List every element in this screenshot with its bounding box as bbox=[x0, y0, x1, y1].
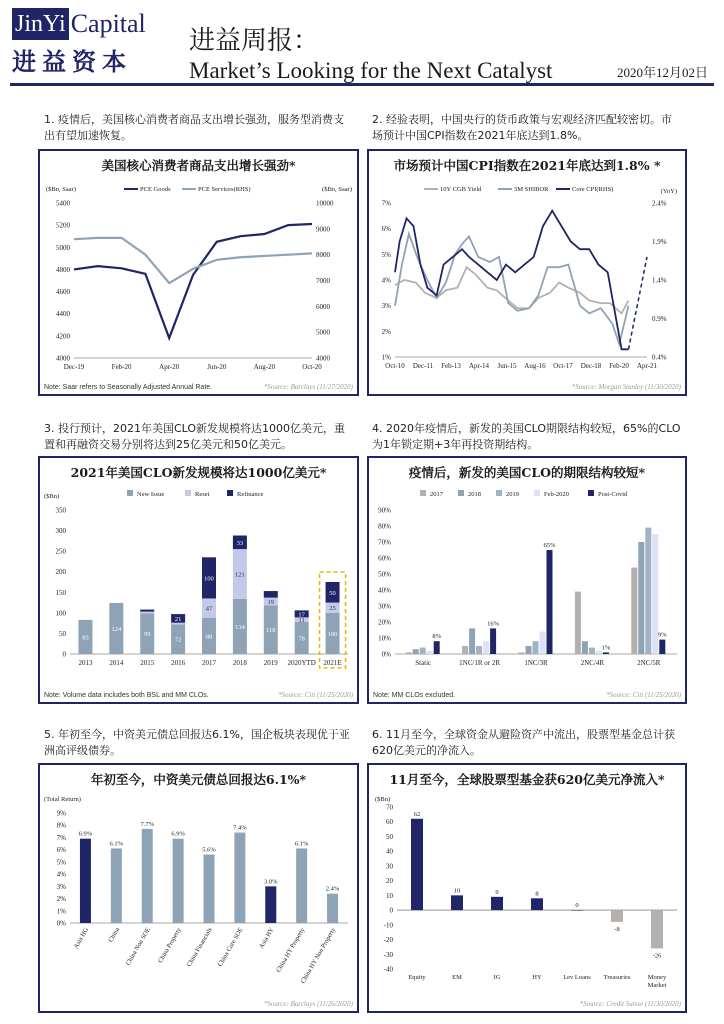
bar bbox=[413, 649, 419, 654]
legend-label: 2019 bbox=[506, 491, 519, 498]
legend-label: 2018 bbox=[468, 491, 481, 498]
y-tick-label: 8% bbox=[56, 821, 66, 830]
legend-label: Feb-2020 bbox=[544, 491, 569, 498]
y-tick-label: 4200 bbox=[56, 332, 70, 341]
bar-data-label: 62 bbox=[413, 810, 421, 818]
bar-data-label: 19 bbox=[267, 599, 275, 607]
y-tick-label: -10 bbox=[383, 921, 393, 930]
y-tick-label: -30 bbox=[383, 950, 393, 959]
chart-1-note: Note: Saar refers to Seasonally Adjusted Annual Rate. bbox=[44, 384, 213, 391]
y-tick-label: 4000 bbox=[56, 354, 70, 363]
chart-5-title: 年初至今，中资美元债总回报达6.1%* bbox=[90, 772, 307, 787]
bar-data-label: 83 bbox=[82, 634, 89, 642]
x-tick-label: China bbox=[107, 926, 122, 944]
chart-3-svg bbox=[40, 458, 357, 702]
y-tick-label: -40 bbox=[383, 965, 393, 974]
x-tick-label: Asia HY bbox=[257, 926, 276, 950]
bar-data-label: 7.7% bbox=[140, 820, 154, 828]
bar-segment bbox=[140, 612, 154, 614]
y-tick-label: 2% bbox=[56, 895, 66, 904]
y-tick-label: 50 bbox=[386, 832, 393, 841]
bar-data-label: 121 bbox=[235, 571, 245, 579]
bar-data-label: 47 bbox=[205, 605, 213, 613]
x-tick-label: 2013 bbox=[78, 659, 93, 667]
y-tick-label: 20% bbox=[378, 618, 391, 627]
x-tick-label: Feb-13 bbox=[441, 362, 461, 370]
bar-data-label: 50 bbox=[329, 589, 336, 597]
chart-panel-1 bbox=[38, 149, 359, 396]
bar bbox=[659, 640, 665, 654]
bar bbox=[173, 839, 184, 923]
y-tick-label: 100 bbox=[55, 609, 66, 618]
y2-tick-label: 0.9% bbox=[652, 315, 667, 323]
bar bbox=[571, 910, 583, 911]
bar bbox=[491, 897, 503, 910]
y-unit-label: (Total Return) bbox=[44, 796, 81, 803]
x-tick-label: 1NC/1R or 2R bbox=[459, 659, 501, 667]
x-tick-label: Dec-11 bbox=[412, 362, 434, 370]
y-tick-label: 10% bbox=[378, 634, 391, 643]
chart-4-source: *Source: Citi (11/25/2020) bbox=[605, 691, 681, 699]
x-tick-label: Oct-20 bbox=[302, 363, 322, 371]
x-tick-label: Asia HG bbox=[72, 926, 91, 950]
chart-4-svg bbox=[369, 458, 685, 702]
bar bbox=[420, 648, 426, 654]
bar bbox=[80, 839, 91, 923]
section-3-desc: 3. 投行预计，2021年美国CLO新发规模将达1000亿美元，重置和再融资交易分别将达到25亿美元和50亿美元。 bbox=[44, 422, 346, 451]
bar bbox=[451, 895, 463, 910]
y-tick-label: 50 bbox=[59, 629, 66, 638]
bar bbox=[142, 829, 153, 923]
bar-data-label: 3.0% bbox=[264, 878, 278, 886]
y2-tick-label: 6000 bbox=[316, 302, 330, 311]
bar-segment bbox=[140, 610, 154, 612]
y2-tick-label: 10000 bbox=[316, 199, 334, 208]
legend-swatch bbox=[496, 490, 502, 496]
bar bbox=[531, 898, 543, 910]
legend-label: PCE Goods bbox=[140, 186, 171, 193]
legend-swatch bbox=[227, 490, 233, 496]
series-line-pce-goods bbox=[74, 224, 312, 338]
right-axis-label: ($Bn, Saar) bbox=[322, 186, 352, 193]
x-tick-label: Oct-10 bbox=[385, 362, 405, 370]
right-axis-label: (YoY) bbox=[660, 188, 677, 195]
bar bbox=[651, 910, 663, 948]
y2-tick-label: 0.4% bbox=[652, 353, 667, 362]
x-tick-label: Aug-20 bbox=[253, 363, 276, 371]
bar-data-label: 16% bbox=[487, 620, 500, 628]
bar-data-label: 134 bbox=[235, 623, 245, 631]
bar bbox=[476, 646, 482, 654]
bar-data-label: 9% bbox=[657, 631, 667, 639]
x-tick-label: China Financials bbox=[185, 926, 214, 968]
bar bbox=[490, 628, 496, 654]
x-tick-label: 2020YTD bbox=[287, 659, 316, 667]
chart-1-title: 美国核心消费者商品支出增长强劲* bbox=[101, 158, 296, 173]
y-tick-label: 200 bbox=[55, 568, 66, 577]
y-tick-label: 3% bbox=[381, 302, 391, 311]
chart-2-svg bbox=[369, 151, 685, 394]
bar bbox=[462, 646, 468, 654]
x-tick-label: China HY Property bbox=[275, 926, 307, 974]
bar-data-label: 100 bbox=[204, 575, 214, 583]
bar bbox=[265, 886, 276, 923]
chart-panel-3 bbox=[38, 456, 359, 704]
y-tick-label: 10 bbox=[386, 891, 393, 900]
bar-data-label: 11 bbox=[298, 617, 305, 625]
legend-swatch bbox=[534, 490, 540, 496]
legend-label: 2017 bbox=[430, 491, 443, 498]
y-tick-label: 1% bbox=[56, 907, 66, 916]
chart-4-title: 疫情后，新发的美国CLO的期限结构较短* bbox=[408, 465, 646, 480]
y-tick-label: 9% bbox=[56, 809, 66, 818]
legend-label: Core CPI(RHS) bbox=[572, 186, 614, 193]
chart-6-source: *Source: Credit Suisse (11/30/2020) bbox=[579, 1000, 681, 1008]
y-tick-label: 60% bbox=[378, 554, 391, 563]
section-4-desc: 4. 2020年疫情后，新发的美国CLO期限结构较短，65%的CLO为1年锁定期+3年再投资期结构。 bbox=[372, 422, 681, 451]
bar-data-label: -8 bbox=[614, 925, 620, 933]
bar bbox=[582, 641, 588, 654]
header-rule bbox=[10, 83, 714, 86]
bar-data-label: 118 bbox=[266, 627, 276, 635]
bar bbox=[645, 528, 651, 654]
bar-data-label: -26 bbox=[652, 952, 662, 960]
x-tick-label: Feb-20 bbox=[111, 363, 132, 371]
bar-data-label: 21 bbox=[174, 615, 182, 623]
bar-data-label: 99 bbox=[143, 631, 151, 639]
bar bbox=[204, 855, 215, 923]
x-tick-label: 2017 bbox=[202, 659, 216, 667]
x-tick-label: Feb-20 bbox=[609, 362, 629, 370]
y-tick-label: 5400 bbox=[56, 199, 70, 208]
x-tick-label: Apr-21 bbox=[636, 362, 658, 370]
x-tick-label: China Non SOE bbox=[124, 926, 152, 967]
y-tick-label: 70 bbox=[386, 803, 393, 812]
report-date: 2020年12月02日 bbox=[616, 65, 708, 80]
bar-data-label: 0 bbox=[575, 902, 579, 910]
chart-1-svg bbox=[40, 151, 357, 394]
chart-4-note: Note: MM CLOs excluded. bbox=[373, 692, 456, 699]
bar bbox=[483, 641, 489, 654]
bar bbox=[519, 652, 525, 654]
y-tick-label: 40% bbox=[378, 586, 391, 595]
y2-tick-label: 5000 bbox=[316, 328, 330, 337]
y-tick-label: 4% bbox=[381, 276, 391, 285]
bar-data-label: 6.1% bbox=[294, 840, 309, 848]
x-tick-label: Market bbox=[647, 982, 667, 989]
bar-data-label: 7.4% bbox=[233, 824, 247, 832]
y-tick-label: 20 bbox=[386, 877, 393, 886]
bar-data-label: 9 bbox=[495, 888, 499, 896]
y-tick-label: 80% bbox=[378, 522, 391, 531]
y-tick-label: 4600 bbox=[56, 288, 70, 297]
bar bbox=[434, 641, 440, 654]
bar bbox=[327, 894, 338, 923]
bar-data-label: 65% bbox=[543, 542, 556, 549]
bar-segment bbox=[264, 591, 278, 598]
report-title-en: Market’s Looking for the Next Catalyst bbox=[189, 58, 553, 83]
y-tick-label: 60 bbox=[386, 818, 393, 827]
x-tick-label: China Property bbox=[157, 926, 183, 965]
bar-data-label: 17 bbox=[298, 611, 305, 619]
bar-data-label: 124 bbox=[111, 625, 122, 633]
y-tick-label: 50% bbox=[378, 570, 391, 579]
x-tick-label: Lev Loans bbox=[563, 974, 591, 981]
x-tick-label: Dec-19 bbox=[63, 363, 85, 371]
series-line bbox=[395, 211, 629, 350]
legend-swatch bbox=[458, 490, 464, 496]
x-tick-label: Apr-14 bbox=[468, 362, 490, 370]
logo-chinese: 进益资本 bbox=[12, 48, 132, 76]
bar-data-label: 33 bbox=[236, 539, 244, 547]
y-tick-label: 90% bbox=[378, 506, 391, 515]
bar-data-label: 100 bbox=[327, 630, 338, 638]
bar-data-label: 88 bbox=[205, 633, 213, 641]
bar-data-label: 2.4% bbox=[325, 885, 340, 893]
x-tick-label: Equity bbox=[408, 974, 426, 981]
y-unit-label: ($Bn) bbox=[44, 493, 60, 500]
bar-data-label: 8% bbox=[432, 633, 442, 641]
chart-6-title: 11月至今，全球股票型基金获620亿美元净流入* bbox=[389, 772, 665, 787]
y2-tick-label: 8000 bbox=[316, 251, 330, 260]
section-5-desc: 5. 年初至今，中资美元债总回报达6.1%，国企板块表现优于亚洲高评级债券。 bbox=[44, 728, 350, 757]
chart-2-title: 市场预计中国CPI指数在2021年底达到1.8% * bbox=[393, 158, 661, 173]
bar-data-label: 25 bbox=[329, 605, 336, 613]
chart-3-source: *Source: Citi (11/25/2020) bbox=[277, 691, 353, 699]
bar-data-label: 6.9% bbox=[78, 830, 93, 838]
bar bbox=[638, 542, 644, 654]
y2-tick-label: 1.9% bbox=[652, 238, 667, 246]
report-title-cn: 进益周报： bbox=[189, 26, 320, 56]
y-tick-label: 1% bbox=[381, 353, 391, 362]
bar bbox=[611, 910, 623, 922]
section-2-desc: 2. 经验表明，中国央行的货币政策与宏观经济匹配较密切。市场预计中国CPI指数在2021年底达到1.8%。 bbox=[372, 113, 672, 142]
bar bbox=[406, 652, 412, 654]
y-tick-label: 3% bbox=[56, 882, 66, 891]
legend-swatch bbox=[420, 490, 426, 496]
bar bbox=[526, 646, 532, 654]
section-1-desc: 1. 疫情后，美国核心消费者商品支出增长强劲，服务型消费支出有望加速恢复。 bbox=[44, 113, 344, 142]
x-tick-label: 2018 bbox=[232, 659, 247, 667]
chart-2-source: *Source: Morgan Stanley (11/30/2020) bbox=[571, 383, 681, 391]
x-tick-label: Treasuries bbox=[603, 974, 631, 981]
x-tick-label: 2NC/4R bbox=[580, 659, 605, 667]
x-tick-label: China Core SOE bbox=[216, 926, 245, 968]
bar-data-label: 5.6% bbox=[202, 846, 216, 854]
chart-3-note: Note: Volume data includes both BSL and MM CLOs. bbox=[44, 692, 209, 699]
bar-data-label: 78 bbox=[298, 635, 305, 643]
x-tick-label: 2021E bbox=[323, 659, 342, 667]
bar bbox=[296, 848, 307, 923]
chart-panel-5 bbox=[38, 763, 359, 1013]
y-tick-label: 4400 bbox=[56, 310, 70, 319]
legend-label: PCE Services(RHS) bbox=[198, 186, 251, 193]
chart-panel-2 bbox=[367, 149, 687, 396]
legend-label: Post-Covid bbox=[598, 491, 628, 498]
chart-3-title: 2021年美国CLO新发规模将达1000亿美元* bbox=[70, 465, 327, 480]
x-tick-label: China HY Non Property bbox=[299, 926, 338, 985]
x-tick-label: Jun-20 bbox=[207, 363, 227, 371]
legend-label: 3M SHIBOR bbox=[514, 186, 549, 193]
y2-tick-label: 9000 bbox=[316, 225, 330, 234]
y-tick-label: 150 bbox=[55, 588, 66, 597]
legend-swatch bbox=[185, 490, 191, 496]
y-tick-label: 2% bbox=[381, 327, 391, 336]
company-logo bbox=[12, 8, 152, 77]
bar-data-label: 1% bbox=[601, 644, 611, 652]
bar-data-label: 10 bbox=[453, 887, 461, 895]
x-tick-label: 2NC/5R bbox=[637, 659, 661, 667]
y-tick-label: 5200 bbox=[56, 221, 70, 230]
bar-data-label: 6.9% bbox=[171, 830, 185, 838]
bar bbox=[533, 641, 539, 654]
y-tick-label: 4800 bbox=[56, 265, 70, 274]
y-tick-label: 0 bbox=[389, 906, 393, 915]
y-tick-label: 4% bbox=[56, 870, 66, 879]
left-axis-label: ($Bn, Saar) bbox=[46, 186, 76, 193]
x-tick-label: Money bbox=[647, 974, 667, 981]
y2-tick-label: 2.4% bbox=[652, 199, 667, 208]
logo-jinyi: JinYi bbox=[12, 8, 69, 40]
y2-tick-label: 1.4% bbox=[652, 276, 667, 285]
bar-data-label: 6.1% bbox=[109, 840, 124, 848]
x-tick-label: Apr-20 bbox=[159, 363, 180, 371]
x-tick-label: EM bbox=[452, 974, 462, 981]
bar bbox=[603, 652, 609, 654]
y-tick-label: 0% bbox=[56, 919, 66, 928]
section-6-desc: 6. 11月至今，全球资金从避险资产中流出，股票型基金总计获620亿美元的净流入。 bbox=[372, 728, 675, 757]
bar-segment bbox=[171, 623, 185, 625]
y-tick-label: 5% bbox=[56, 858, 66, 867]
y2-tick-label: 4000 bbox=[316, 354, 330, 363]
x-tick-label: Jun-15 bbox=[497, 362, 517, 370]
x-tick-label: 1NC/3R bbox=[524, 659, 548, 667]
chart-panel-4 bbox=[367, 456, 687, 704]
y-tick-label: 7% bbox=[381, 199, 391, 208]
y-tick-label: 6% bbox=[56, 846, 66, 855]
bar bbox=[575, 592, 581, 654]
y-tick-label: 250 bbox=[55, 547, 66, 556]
x-tick-label: 2019 bbox=[263, 659, 278, 667]
x-tick-label: Aug-16 bbox=[524, 362, 546, 370]
y-tick-label: 5000 bbox=[56, 243, 70, 252]
chart-5-svg bbox=[40, 765, 357, 1011]
legend-swatch bbox=[588, 490, 594, 496]
legend-label: Refinance bbox=[237, 491, 264, 498]
y-tick-label: 30 bbox=[386, 862, 393, 871]
chart-panel-6 bbox=[367, 763, 687, 1013]
bar bbox=[547, 550, 553, 654]
bar bbox=[427, 651, 433, 654]
chart-1-source: *Source: Barclays (11/27/2020) bbox=[263, 383, 353, 391]
y-tick-label: 70% bbox=[378, 538, 391, 547]
bar bbox=[111, 848, 122, 923]
x-tick-label: Dec-18 bbox=[580, 362, 602, 370]
bar-data-label: 72 bbox=[174, 636, 182, 644]
forecast-line bbox=[629, 257, 647, 349]
bar bbox=[234, 833, 245, 923]
y-tick-label: 7% bbox=[56, 833, 66, 842]
bar-data-label: 8 bbox=[535, 890, 539, 898]
y-tick-label: -20 bbox=[383, 936, 393, 945]
bar bbox=[540, 632, 546, 654]
y-tick-label: 40 bbox=[386, 847, 393, 856]
bar bbox=[469, 628, 475, 654]
y-unit-label: ($Bn) bbox=[375, 796, 391, 803]
x-tick-label: 2014 bbox=[109, 659, 124, 667]
bar bbox=[411, 819, 423, 910]
x-tick-label: HY bbox=[532, 974, 542, 981]
x-tick-label: Static bbox=[415, 659, 432, 667]
y-tick-label: 5% bbox=[381, 250, 391, 259]
logo-capital: Capital bbox=[70, 9, 146, 38]
y-tick-label: 300 bbox=[55, 527, 66, 536]
y-tick-label: 6% bbox=[381, 225, 391, 234]
x-tick-label: Oct-17 bbox=[553, 362, 573, 370]
bar bbox=[631, 568, 637, 654]
chart-6-svg bbox=[369, 765, 685, 1011]
y-tick-label: 350 bbox=[55, 506, 66, 515]
legend-swatch bbox=[127, 490, 133, 496]
bar bbox=[589, 648, 595, 654]
y-tick-label: 30% bbox=[378, 602, 391, 611]
y2-tick-label: 7000 bbox=[316, 277, 330, 285]
x-tick-label: 2015 bbox=[140, 659, 155, 667]
y-tick-label: 0 bbox=[62, 650, 66, 659]
legend-label: New Issue bbox=[137, 491, 165, 498]
x-tick-label: 2016 bbox=[171, 659, 186, 667]
x-tick-label: IG bbox=[493, 974, 501, 981]
chart-5-source: *Source: Barclays (11/26/2020) bbox=[263, 1000, 353, 1008]
legend-label: Reset bbox=[195, 491, 210, 498]
legend-label: 10Y CGB Yield bbox=[440, 186, 482, 193]
y-tick-label: 0% bbox=[381, 650, 391, 659]
